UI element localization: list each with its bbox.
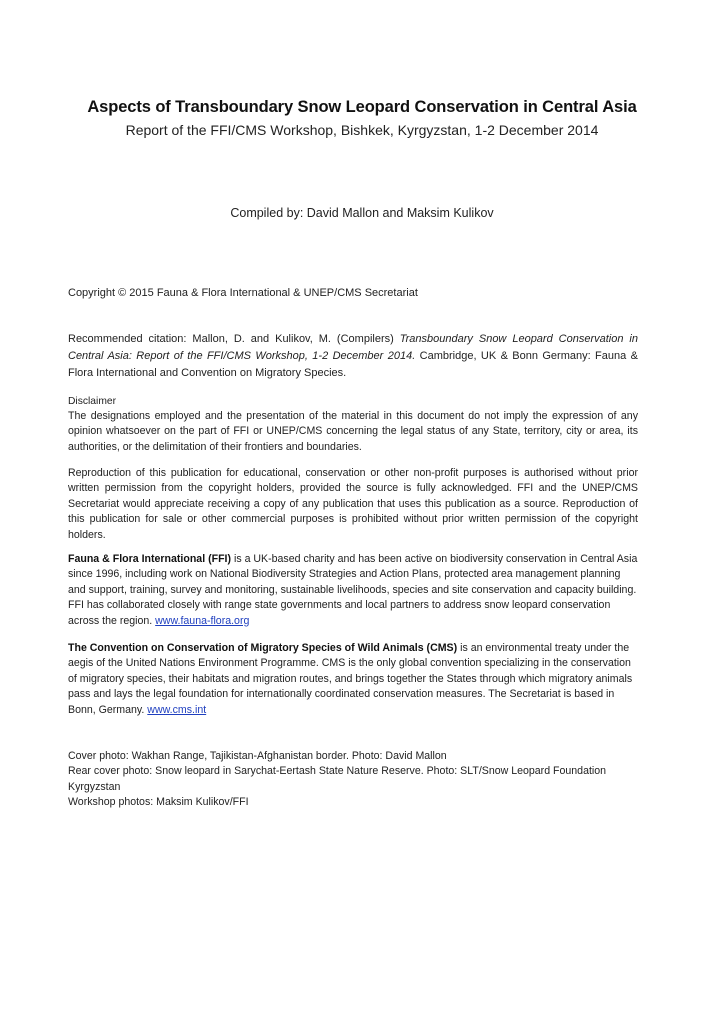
compiled-by: Compiled by: David Mallon and Maksim Kulikov — [230, 206, 494, 220]
cms-name: The Convention on Conservation of Migratory Species of Wild Animals (CMS) — [68, 642, 458, 654]
cms-paragraph — [68, 641, 638, 718]
cms-website-link[interactable]: www.cms.int — [147, 703, 207, 716]
photo-credits — [68, 749, 638, 811]
disclaimer-text: The designations employed and the presentation of the material in this document do not imply the expression of any opinion whatsoever on the part of FFI or UNEP/CMS concerning the legal status of any State, territory, city or area, its authorities, or the delimitation of their frontiers and boundaries. — [68, 410, 638, 453]
ffi-paragraph — [68, 552, 638, 629]
disclaimer-heading: Disclaimer — [68, 396, 117, 407]
cover-photo-credit: Cover photo: Wakhan Range, Tajikistan-Afghanistan border. Photo: David Mallon — [68, 750, 447, 762]
ffi-description: is a UK-based charity and has been active on biodiversity conservation in Central Asia since 1996, including work on National Biodiversity Strategies and Action Plans, protected area management planning and support, training, survey and monitoring, sustainable livelihoods, species and site conservation and capacity building. FFI has collaborated closely with range state governments and local partners to address snow leopard conservation across the region. — [68, 553, 638, 627]
cms-description: is an environmental treaty under the aegis of the United Nations Environment Programme. CMS is the only global convention specializing in the conservation of migratory species, their habitats and migration routes, and brings together the States through which migratory animals pass and lays the legal foundation for internationally coordinated conservation measures. The Secretariat is based in Bonn, Germany. — [68, 642, 633, 716]
citation-title: Transboundary Snow Leopard Conservation in Central Asia: Report of the FFI/CMS Workshop, 1-2 December 2014. — [68, 333, 638, 362]
citation-suffix: Cambridge, UK & Bonn Germany: Fauna & Flora International and Convention on Migratory Species. — [68, 350, 638, 379]
reproduction-notice: Reproduction of this publication for educational, conservation or other non-profit purposes is authorised without prior written permission from the copyright holders, provided the source is fully acknowledged. FFI and the UNEP/CMS Secretariat would appreciate receiving a copy of any publication that uses this publication as a source. Reproduction of this publication for sale or other commercial purposes is prohibited without prior written permission of the copyright holders. — [68, 467, 638, 541]
report-subtitle: Report of the FFI/CMS Workshop, Bishkek, Kyrgyzstan, 1-2 December 2014 — [125, 122, 599, 138]
citation-prefix: Recommended citation: Mallon, D. and Kulikov, M. (Compilers) — [68, 333, 400, 345]
workshop-photo-credit: Workshop photos: Maksim Kulikov/FFI — [68, 796, 249, 809]
rear-cover-photo-credit: Rear cover photo: Snow leopard in Sarychat-Eertash State Nature Reserve. Photo: SLT/Snow Leopard Foundation Kyrgyzstan — [68, 765, 607, 793]
copyright-notice: Copyright © 2015 Fauna & Flora International & UNEP/CMS Secretariat — [68, 287, 418, 299]
report-title: Aspects of Transboundary Snow Leopard Conservation in Central Asia — [87, 98, 637, 116]
recommended-citation — [68, 331, 638, 382]
ffi-name: Fauna & Flora International (FFI) — [68, 553, 232, 565]
ffi-website-link[interactable]: www.fauna-flora.org — [155, 614, 250, 627]
